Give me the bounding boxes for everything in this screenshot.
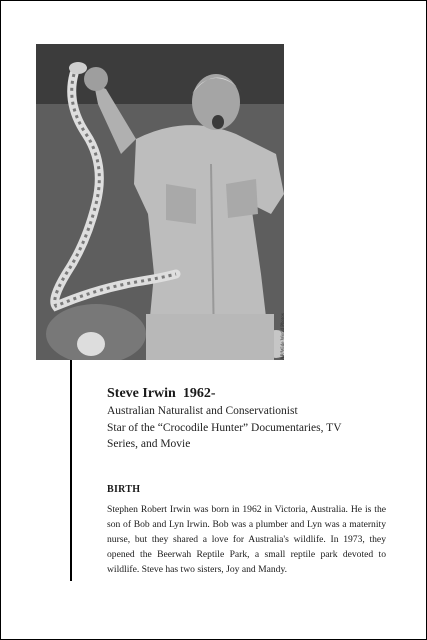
subtitle-line: Series, and Movie	[107, 438, 191, 450]
subtitle-line: Australian Naturalist and Conservationist	[107, 405, 298, 417]
subtitle	[107, 403, 387, 453]
photo-credit: AP/Wide World Photos	[281, 313, 286, 360]
portrait-photo-illustration	[36, 44, 284, 360]
vertical-rule	[70, 360, 72, 581]
subtitle-line: Star of the “Crocodile Hunter” Documentaries, TV	[107, 421, 342, 434]
section-body-birth: Stephen Robert Irwin was born in 1962 in Victoria, Australia. He is the son of Bob and Lyn Irwin. Bob was a plumber and Lyn was a maternity nurse, but they shared a love for Australia's wildlife. In 1973, they opened the Beerwah Reptile Park, a small reptile park devoted to wildlife. Steve has two sisters, Joy and Mandy.	[107, 504, 386, 575]
portrait-photo	[36, 44, 284, 360]
page-title: Steve Irwin 1962-	[107, 386, 216, 401]
section-heading-birth: BIRTH	[107, 484, 141, 495]
